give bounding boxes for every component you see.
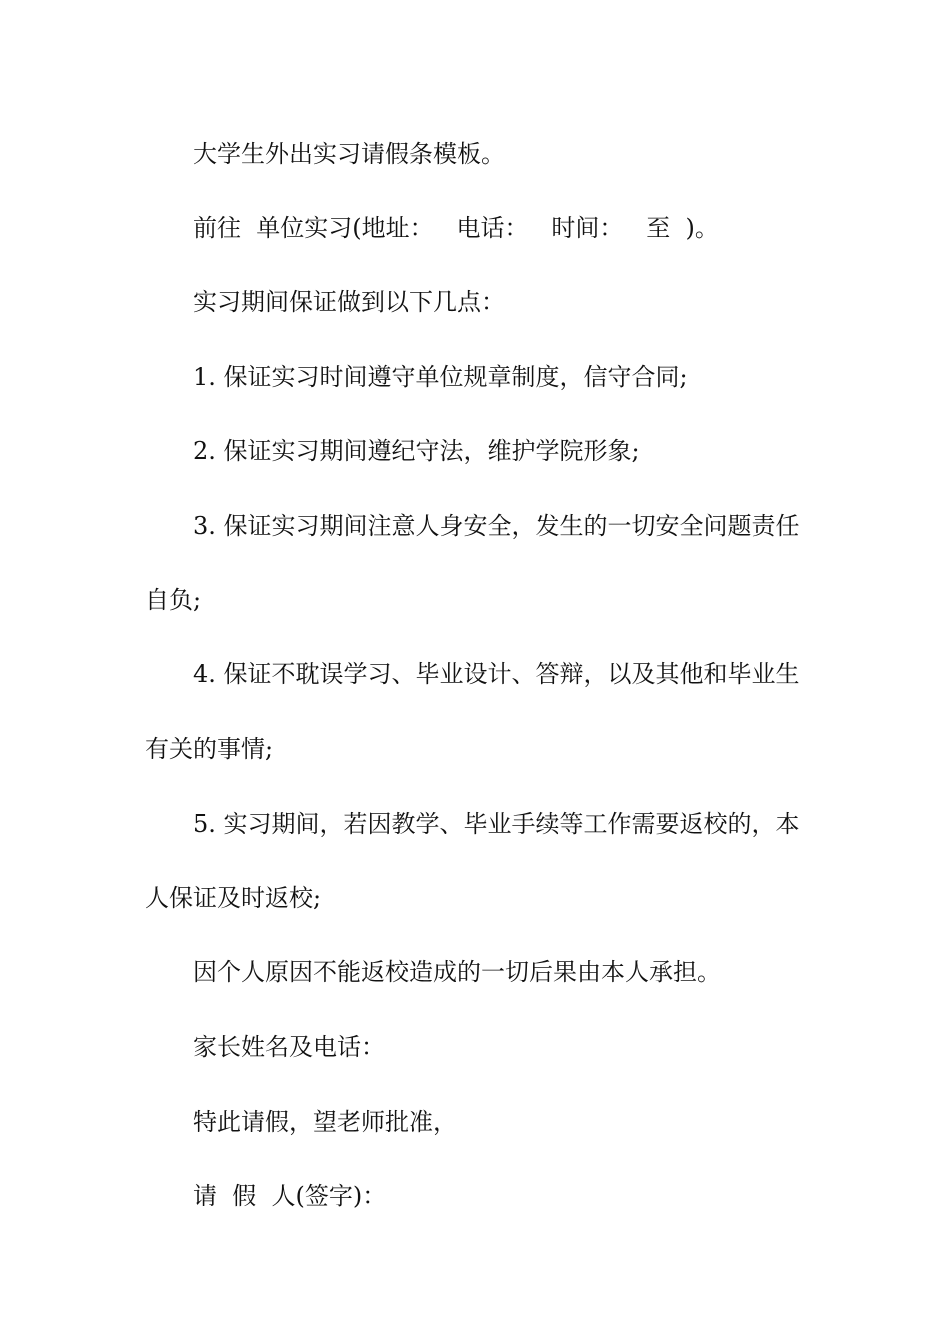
responsibility-statement: 因个人原因不能返校造成的一切后果由本人承担。 (193, 958, 721, 986)
guarantee-item-3-continued: 自负; (145, 586, 202, 614)
document-title: 大学生外出实习请假条模板。 (193, 140, 505, 168)
parent-contact-line: 家长姓名及电话： (193, 1033, 385, 1061)
guarantee-item-4-continued: 有关的事情; (145, 735, 274, 763)
guarantee-item-5: 5. 实习期间，若因教学、毕业手续等工作需要返校的，本 (193, 810, 800, 838)
guarantee-intro: 实习期间保证做到以下几点： (193, 288, 505, 316)
guarantee-item-2: 2. 保证实习期间遵纪守法，维护学院形象; (193, 437, 640, 465)
guarantee-item-1: 1. 保证实习时间遵守单位规章制度，信守合同; (193, 363, 688, 391)
guarantee-item-3: 3. 保证实习期间注意人身安全，发生的一切安全问题责任 (193, 512, 800, 540)
applicant-signature-line: 请 假 人(签字)： (193, 1182, 387, 1210)
internship-destination-line: 前往 单位实习(地址： 电话： 时间： 至 )。 (193, 214, 719, 242)
guarantee-item-5-continued: 人保证及时返校; (145, 884, 322, 912)
request-approval-line: 特此请假，望老师批准， (193, 1108, 457, 1136)
guarantee-item-4: 4. 保证不耽误学习、毕业设计、答辩，以及其他和毕业生 (193, 660, 800, 688)
